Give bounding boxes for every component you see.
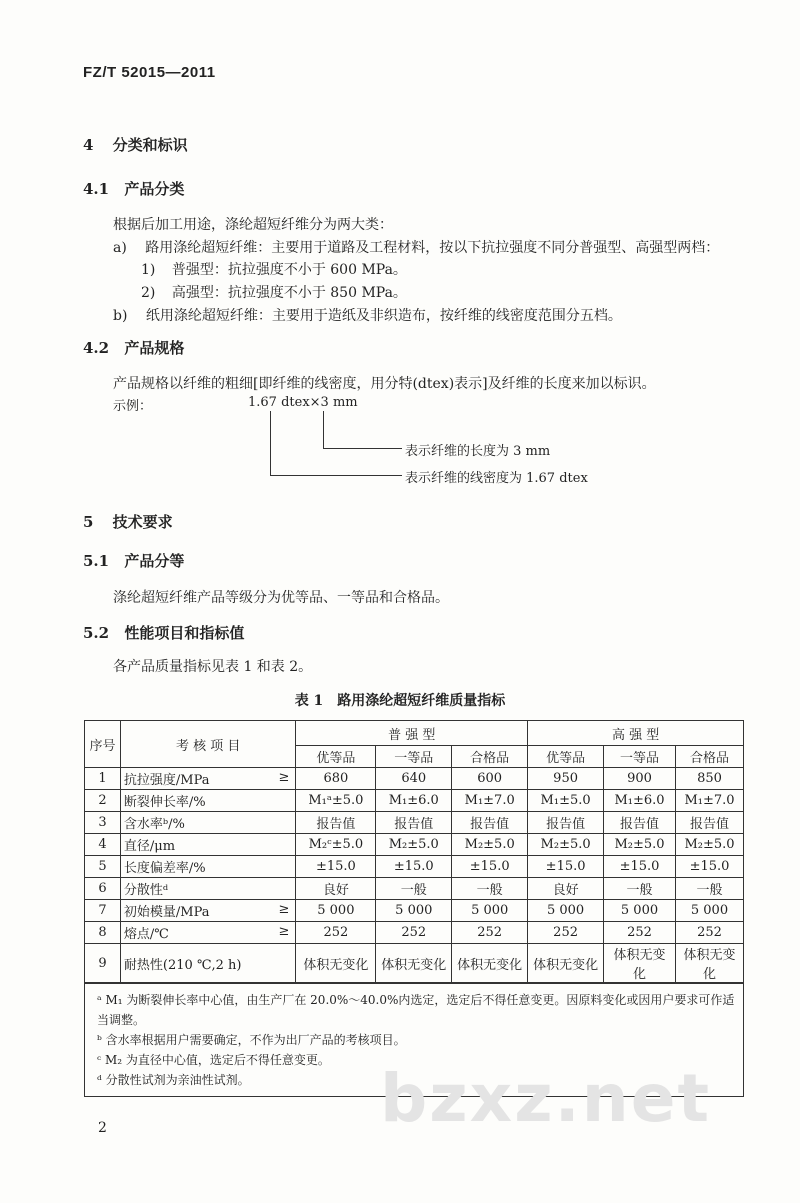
cell-value: 报告值	[604, 812, 676, 834]
ge-symbol: ≥	[278, 902, 290, 917]
item-label: 熔点/℃	[123, 927, 169, 942]
item-label: 耐热性(210 ℃,2 h)	[123, 957, 242, 973]
table-row	[85, 812, 744, 834]
item-label: 长度偏差率/%	[123, 861, 206, 876]
row-no: 6	[85, 878, 121, 900]
note-length: 表示纤维的长度为 3 mm	[405, 444, 551, 459]
cell-value: M₁±5.0	[528, 790, 604, 812]
table-row	[85, 878, 744, 900]
row-item	[120, 944, 295, 984]
classification-intro: 根据后加工用途，涤纶超短纤维分为两大类：	[113, 217, 393, 233]
section-5-heading	[83, 511, 173, 532]
example-label: 示例：	[113, 399, 153, 414]
section-5-1-heading	[83, 550, 184, 571]
header-grade: 优等品	[296, 746, 376, 768]
grade-description: 涤纶超短纤维产品等级分为优等品、一等品和合格品。	[113, 590, 449, 606]
row-no: 2	[85, 790, 121, 812]
cell-value: M₂±5.0	[376, 834, 452, 856]
page-number: 2	[98, 1120, 107, 1136]
item-label: 直径/μm	[123, 839, 176, 854]
header-grade: 一等品	[376, 746, 452, 768]
cell-value: 640	[376, 768, 452, 790]
cell-value: 报告值	[675, 812, 743, 834]
cell-value: 5 000	[296, 900, 376, 922]
ge-symbol: ≥	[278, 770, 290, 785]
header-grade: 合格品	[675, 746, 743, 768]
cell-value: M₂±5.0	[528, 834, 604, 856]
cell-value: 良好	[528, 878, 604, 900]
section-title: 性能项目和指标值	[124, 624, 245, 642]
row-item	[120, 878, 295, 900]
indicator-reference: 各产品质量指标见表 1 和表 2。	[113, 659, 313, 675]
item-label: 断裂伸长率/%	[123, 795, 206, 810]
cell-value: M₁±7.0	[452, 790, 528, 812]
cell-value: 报告值	[376, 812, 452, 834]
section-number: 4.2	[83, 339, 110, 357]
table-row	[85, 856, 744, 878]
cell-value: 一般	[452, 878, 528, 900]
section-number: 5	[83, 513, 94, 531]
cell-value: ±15.0	[376, 856, 452, 878]
header-grade: 一等品	[604, 746, 676, 768]
table-row	[85, 900, 744, 922]
cell-value: 5 000	[675, 900, 743, 922]
cell-value: 850	[675, 768, 743, 790]
table-row	[85, 922, 744, 944]
table-row	[85, 790, 744, 812]
footnote-a: ᵃ M₁ 为断裂伸长率中心值，由生产厂在 20.0%～40.0%内选定，选定后不得任意变更。因原料变化或因用户要求可作适当调整。	[97, 993, 735, 1027]
cell-value: 252	[376, 922, 452, 944]
cell-value: 体积无变化	[528, 944, 604, 984]
footnote-c: ᶜ M₂ 为直径中心值，选定后不得任意变更。	[97, 1053, 330, 1067]
cell-value: 252	[296, 922, 376, 944]
cell-value: 900	[604, 768, 676, 790]
header-group-normal: 普 强 型	[296, 721, 528, 746]
list-item-a1	[141, 259, 407, 279]
document-code: FZ/T 52015—2011	[83, 64, 216, 81]
cell-value: M₂±5.0	[604, 834, 676, 856]
row-item	[120, 856, 295, 878]
row-item	[120, 768, 295, 790]
bracket-line-length-vertical	[323, 411, 324, 449]
table-row	[85, 768, 744, 790]
section-5-2-heading	[83, 622, 244, 643]
row-item	[120, 790, 295, 812]
list-text: 普强型：抗拉强度不小于 600 MPa。	[171, 262, 407, 278]
row-item	[120, 812, 295, 834]
cell-value: 一般	[376, 878, 452, 900]
header-grade: 合格品	[452, 746, 528, 768]
row-no: 7	[85, 900, 121, 922]
cell-value: 252	[675, 922, 743, 944]
ge-symbol: ≥	[278, 924, 290, 939]
cell-value: 5 000	[528, 900, 604, 922]
item-label: 分散性ᵈ	[123, 883, 169, 898]
list-text: 路用涤纶超短纤维：主要用于道路及工程材料，按以下抗拉强度不同分普强型、高强型两档：	[145, 240, 720, 256]
row-item	[120, 834, 295, 856]
section-4-2-heading	[83, 337, 184, 358]
bracket-line-density-vertical	[270, 411, 271, 476]
cell-value: 252	[528, 922, 604, 944]
section-title: 产品分类	[124, 180, 185, 198]
cell-value: 体积无变化	[296, 944, 376, 984]
quality-indicator-table	[84, 720, 744, 1097]
example-spec: 1.67 dtex×3 mm	[248, 395, 358, 410]
cell-value: ±15.0	[675, 856, 743, 878]
bracket-line-length-horizontal	[323, 448, 402, 449]
section-number: 4	[83, 136, 94, 154]
cell-value: 体积无变化	[376, 944, 452, 984]
item-label: 初始模量/MPa	[123, 905, 210, 920]
cell-value: M₁±6.0	[376, 790, 452, 812]
cell-value: 良好	[296, 878, 376, 900]
cell-value: 5 000	[452, 900, 528, 922]
cell-value: 体积无变化	[675, 944, 743, 984]
row-no: 1	[85, 768, 121, 790]
row-no: 3	[85, 812, 121, 834]
list-label: b)	[113, 308, 128, 324]
table-header-row	[85, 721, 744, 746]
cell-value: 252	[604, 922, 676, 944]
section-4-heading	[83, 134, 188, 155]
list-item-a2	[141, 282, 407, 302]
row-item	[120, 922, 295, 944]
cell-value: 5 000	[604, 900, 676, 922]
section-title: 产品分等	[124, 552, 185, 570]
section-number: 5.2	[83, 624, 110, 642]
cell-value: 680	[296, 768, 376, 790]
list-text: 高强型：抗拉强度不小于 850 MPa。	[171, 285, 407, 301]
spec-description: 产品规格以纤维的粗细[即纤维的线密度，用分特(dtex)表示]及纤维的长度来加以标识。	[113, 376, 656, 392]
list-item-a	[113, 237, 719, 257]
section-title: 产品规格	[124, 339, 185, 357]
table-caption: 表 1 路用涤纶超短纤维质量指标	[294, 693, 506, 709]
list-label: a)	[113, 240, 127, 256]
row-no: 8	[85, 922, 121, 944]
list-text: 纸用涤纶超短纤维：主要用于造纸及非织造布，按纤维的线密度范围分五档。	[145, 308, 622, 324]
cell-value: 体积无变化	[604, 944, 676, 984]
header-item: 考 核 项 目	[120, 721, 295, 768]
cell-value: 5 000	[376, 900, 452, 922]
cell-value: ±15.0	[604, 856, 676, 878]
cell-value: ±15.0	[528, 856, 604, 878]
table-row	[85, 944, 744, 984]
table-row	[85, 834, 744, 856]
cell-value: ±15.0	[296, 856, 376, 878]
header-group-high: 高 强 型	[528, 721, 744, 746]
row-item	[120, 900, 295, 922]
item-label: 含水率ᵇ/%	[123, 817, 185, 832]
cell-value: 一般	[604, 878, 676, 900]
list-label: 1)	[141, 262, 156, 278]
cell-value: ±15.0	[452, 856, 528, 878]
bracket-line-density-horizontal	[270, 475, 402, 476]
cell-value: 600	[452, 768, 528, 790]
cell-value: M₁ᵃ±5.0	[296, 790, 376, 812]
section-title: 分类和标识	[112, 136, 188, 154]
cell-value: 体积无变化	[452, 944, 528, 984]
cell-value: 950	[528, 768, 604, 790]
row-no: 4	[85, 834, 121, 856]
row-no: 5	[85, 856, 121, 878]
cell-value: M₁±6.0	[604, 790, 676, 812]
section-4-1-heading	[83, 178, 184, 199]
cell-value: 252	[452, 922, 528, 944]
cell-value: 报告值	[296, 812, 376, 834]
list-label: 2)	[141, 285, 156, 301]
cell-value: M₂ᶜ±5.0	[296, 834, 376, 856]
row-no: 9	[85, 944, 121, 984]
footnote-b: ᵇ 含水率根据用户需要确定，不作为出厂产品的考核项目。	[97, 1033, 406, 1047]
cell-value: 一般	[675, 878, 743, 900]
cell-value: 报告值	[528, 812, 604, 834]
cell-value: M₂±5.0	[452, 834, 528, 856]
section-title: 技术要求	[112, 513, 173, 531]
item-label: 抗拉强度/MPa	[123, 773, 210, 788]
section-number: 4.1	[83, 180, 110, 198]
section-number: 5.1	[83, 552, 110, 570]
cell-value: M₁±7.0	[675, 790, 743, 812]
cell-value: 报告值	[452, 812, 528, 834]
cell-value: M₂±5.0	[675, 834, 743, 856]
list-item-b	[113, 305, 622, 325]
note-density: 表示纤维的线密度为 1.67 dtex	[405, 471, 588, 486]
header-grade: 优等品	[528, 746, 604, 768]
footnote-d: ᵈ 分散性试剂为亲油性试剂。	[97, 1073, 250, 1087]
header-no: 序号	[85, 721, 121, 768]
watermark: bzxz.net	[380, 1060, 712, 1137]
